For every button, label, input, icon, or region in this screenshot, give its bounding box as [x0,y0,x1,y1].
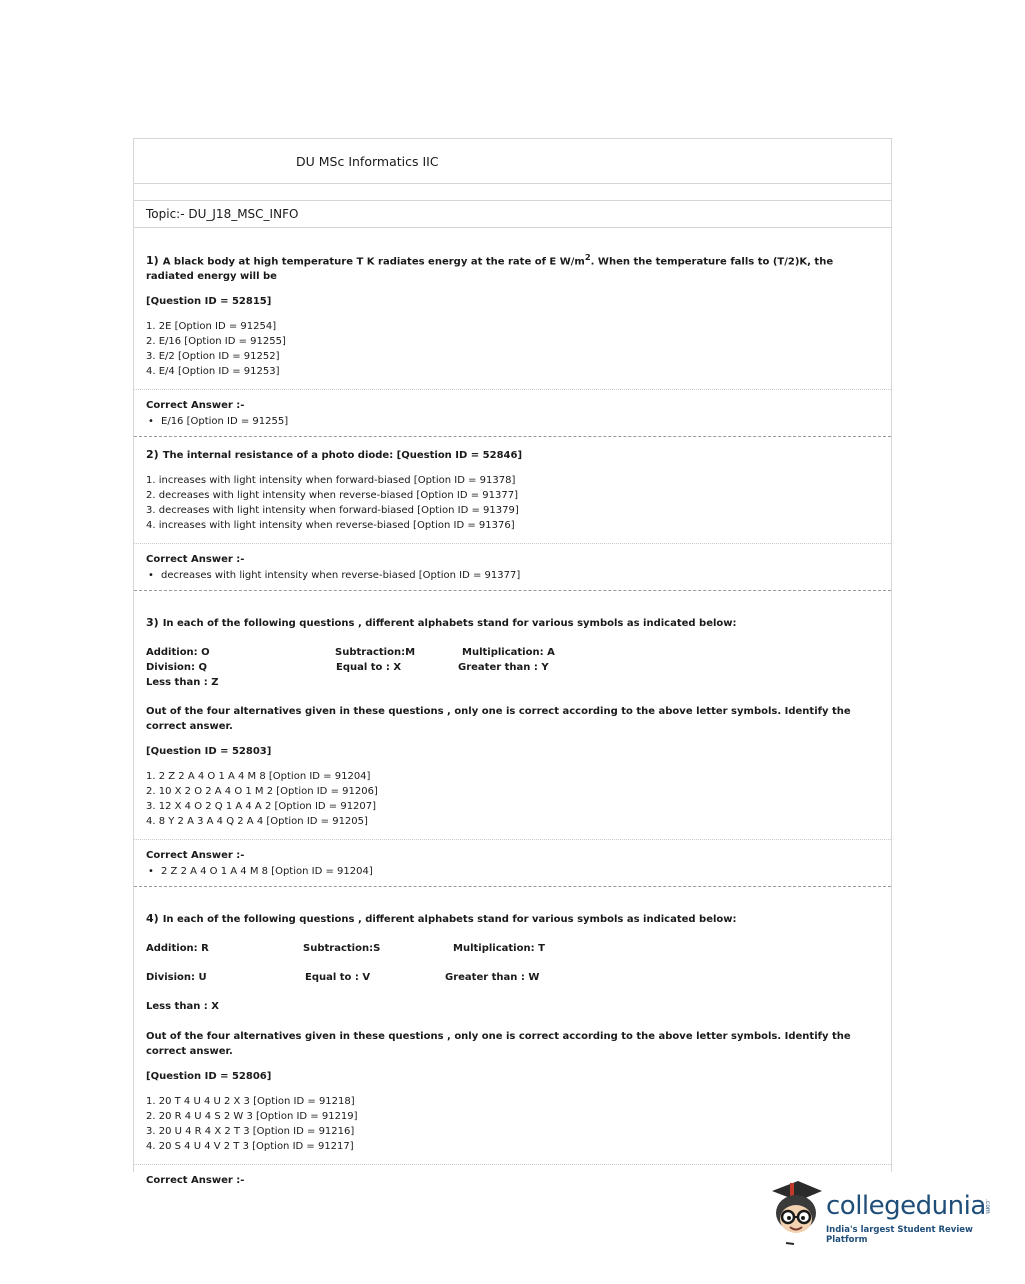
brand-suffix: .com [984,1199,991,1214]
question-1-id: [Question ID = 52815] [146,296,272,308]
answer-label: Correct Answer :- [146,400,245,412]
answer-text: 2 Z 2 A 4 O 1 A 4 M 8 [Option ID = 91204] [161,866,373,878]
symbol-division: Division: U [146,972,207,984]
question-4-stem [146,911,879,927]
question-3-options [146,769,879,839]
symbol-division: Division: Q [146,662,208,674]
symbol-greater: Greater than : Y [458,662,549,674]
question-1-stem-b: . When the temperature falls to (T/2)K, the radiated energy will be [146,256,834,283]
question-1-stem-a: A black body at high temperature T K radiates energy at the rate of E W/m [162,256,585,268]
answer-label: Correct Answer :- [146,850,245,862]
symbol-less: Less than : X [146,1001,219,1013]
option-item: 4. 20 S 4 U 4 V 2 T 3 [Option ID = 91217] [146,1141,354,1153]
topic-row [134,201,891,228]
option-item: 1. 2E [Option ID = 91254] [146,321,277,333]
brand-tagline: India's largest Student Review Platform [826,1225,973,1245]
option-item: 2. 20 R 4 U 4 S 2 W 3 [Option ID = 91219] [146,1111,358,1123]
option-item: 2. 10 X 2 O 2 A 4 O 1 M 2 [Option ID = 91206] [146,786,378,798]
mascot-icon [768,1177,826,1249]
option-item: 1. 2 Z 2 A 4 O 1 A 4 M 8 [Option ID = 91204] [146,771,371,783]
question-4-instruction: Out of the four alternatives given in these questions , only one is correct according to the above letter symbols. Identify the correct answer. [146,1031,851,1058]
question-4-stem-text: In each of the following questions , different alphabets stand for various symbols as indicated below: [162,914,737,926]
exam-header [134,139,891,184]
answer-text: decreases with light intensity when reverse-biased [Option ID = 91377] [161,570,521,582]
option-item: 1. increases with light intensity when forward-biased [Option ID = 91378] [146,475,516,487]
question-2-stem-text: The internal resistance of a photo diode: [Question ID = 52846] [162,450,523,462]
question-3-stem-text: In each of the following questions , different alphabets stand for various symbols as indicated below: [162,618,737,630]
exam-title: DU MSc Informatics IIC [296,154,439,169]
option-item: 2. decreases with light intensity when reverse-biased [Option ID = 91377] [146,490,518,502]
symbol-addition: Addition: O [146,647,210,659]
symbol-equal: Equal to : X [336,662,402,674]
bullet-icon: • [148,570,154,582]
question-3-instruction: Out of the four alternatives given in these questions , only one is correct according to the above letter symbols. Identify the correct answer. [146,706,851,733]
option-item: 3. 12 X 4 O 2 Q 1 A 4 A 2 [Option ID = 91207] [146,801,377,813]
question-2-number: 2) [146,448,159,462]
option-item: 4. increases with light intensity when reverse-biased [Option ID = 91376] [146,520,515,532]
question-2 [134,437,891,543]
question-3-symbols [146,645,879,690]
bullet-icon: • [148,866,154,878]
answer-item [146,864,879,880]
answer-item [146,568,879,584]
question-3-stem [146,615,879,631]
symbol-less: Less than : Z [146,677,219,689]
header-spacer [134,184,891,201]
symbol-equal: Equal to : V [305,972,371,984]
symbol-subtraction: Subtraction:M [335,647,416,659]
question-4-symbols [146,941,879,1015]
symbol-multiplication: Multiplication: A [462,647,555,659]
symbol-addition: Addition: R [146,943,209,955]
answer-label: Correct Answer :- [146,1175,245,1187]
question-3-number: 3) [146,616,159,630]
question-1-options [146,319,879,389]
option-item: 3. 20 U 4 R 4 X 2 T 3 [Option ID = 91216] [146,1126,355,1138]
question-1-number: 1) [146,254,159,268]
question-1-stem-sup: 2 [584,252,591,262]
question-4-options [146,1094,879,1164]
question-2-stem [146,447,879,463]
option-item: 4. E/4 [Option ID = 91253] [146,366,280,378]
question-3 [134,591,891,839]
bullet-icon: • [148,416,154,428]
question-2-answer [134,543,891,590]
answer-label: Correct Answer :- [146,554,245,566]
option-item: 2. E/16 [Option ID = 91255] [146,336,286,348]
question-1-answer [134,389,891,436]
collegedunia-logo [768,1177,998,1249]
answer-text: E/16 [Option ID = 91255] [161,416,289,428]
answer-item [146,414,879,430]
option-item: 1. 20 T 4 U 4 U 2 X 3 [Option ID = 91218] [146,1096,355,1108]
option-item: 4. 8 Y 2 A 3 A 4 Q 2 A 4 [Option ID = 91205] [146,816,368,828]
exam-sheet [133,138,892,1187]
symbol-multiplication: Multiplication: T [453,943,545,955]
question-4 [134,887,891,1164]
symbol-greater: Greater than : W [445,972,540,984]
question-4-id: [Question ID = 52806] [146,1071,272,1083]
question-3-answer [134,839,891,886]
option-item: 3. E/2 [Option ID = 91252] [146,351,280,363]
topic-label: Topic:- DU_J18_MSC_INFO [146,207,299,221]
question-1-stem [146,250,879,284]
question-1 [134,228,891,389]
question-4-number: 4) [146,912,159,926]
option-item: 3. decreases with light intensity when forward-biased [Option ID = 91379] [146,505,519,517]
symbol-subtraction: Subtraction:S [303,943,381,955]
question-2-options [146,473,879,543]
brand-name: collegedunia [826,1191,986,1221]
question-3-id: [Question ID = 52803] [146,746,272,758]
